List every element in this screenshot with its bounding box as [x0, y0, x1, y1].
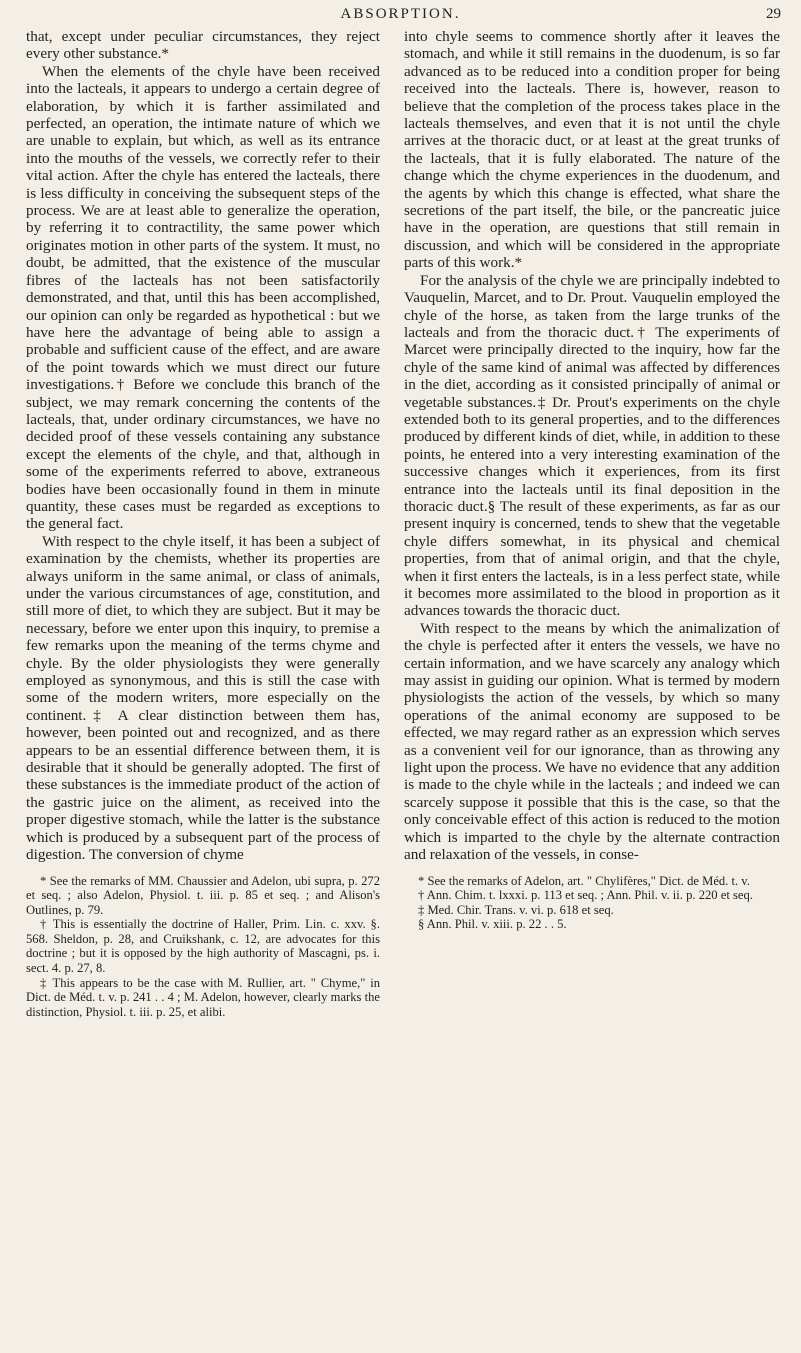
right-column [404, 28, 780, 932]
footnote: § Ann. Phil. v. xiii. p. 22 . . 5. [418, 917, 567, 932]
footnote: † Ann. Chim. t. lxxxi. p. 113 et seq. ; Ann. Phil. v. ii. p. 220 et seq. [418, 888, 753, 903]
footnotes [404, 874, 780, 932]
running-title: ABSORPTION. [340, 6, 461, 22]
left-column [26, 28, 380, 1019]
paragraph: When the elements of the chyle have been received into the lacteals, it appears to undergo a certain degree of elaboration, by which it is farther assimilated and perfected, an operation, the intimate nature of which we are unable to explain, but which, as well as its entrance into the mouths of the vessels, we correctly refer to their vital action. After the chyle has entered the lacteals, there is less difficulty in conceiving the subsequent steps of the process. We are at least able to generalize the operation, by referring it to contractility, the same power which originates motion in other parts of the system. It must, no doubt, be admitted, that the existence of the muscular fibres of the lacteals has not been satisfactorily demonstrated, and that, until this has been accomplished, our opinion can only be regarded as hypothetical : but we have here the advantage of being able to assign a probable and sufficient cause of the effect, and are aware of the point towards which we must direct our future investigations.† Before we conclude this branch of the subject, we may remark concerning the contents of the lacteals, that, under ordinary circumstances, we have no decided proof of these vessels containing any substance except the elements of the chyle, and that, although in some of the experiments referred to above, extraneous bodies have been occasionally found in them in minute quantity, these cases must be regarded as exceptions to the general fact. [26, 62, 380, 533]
footnote: ‡ This appears to be the case with M. Rullier, art. " Chyme," in Dict. de Méd. t. v. p. 241 . . 4 ; M. Adelon, however, clearly marks the distinction, Physiol. t. iii. p. 25, et alibi. [26, 975, 380, 1019]
footnotes [26, 874, 380, 1020]
paragraph: With respect to the chyle itself, it has been a subject of examination by the chemists, whether its properties are always uniform in the same animal, or class of animals, under the various circumstances of age, constitution, and still more of diet, to which they are subject. But it may be necessary, before we enter upon this inquiry, to premise a few remarks upon the meaning of the terms chyme and chyle. By the older physiologists they were generally employed as synonymous, and this is still the case with some of the modern writers, more especially on the continent.‡ A clear distinction between them has, however, been pointed out and recognized, and as there appears to be an essential difference between them, it is desirable that it should be generally adopted. The first of these substances is the immediate product of the action of the gastric juice on the aliment, as received into the proper digestive stomach, while the latter is the substance which is produced by a subsequent part of the process of digestion. The conversion of chyme [26, 532, 380, 864]
footnote: ‡ Med. Chir. Trans. v. vi. p. 618 et seq. [418, 902, 614, 917]
paragraph: that, except under peculiar circumstances, they reject every other substance.* [26, 28, 380, 63]
page-number: 29 [766, 6, 781, 22]
paragraph: into chyle seems to commence shortly after it leaves the stomach, and while it still remains in the duodenum, is so far advanced as to be reduced into a condition proper for being received into the lacteals. There is, however, reason to believe that the completion of the process takes place in the lacteals themselves, and even that it is not until the chyle arrives at the thoracic duct, or at least at the great trunks of the lacteals, that it is fully elaborated. The nature of the change which the chyme experiences in the duodenum, and the agents by which this change is effected, what share the secretions of the part itself, the bile, or the pancreatic juice have in the operation, are questions that still remain in discussion, and which will be considered in the appropriate parts of this work.* [404, 28, 780, 272]
footnote: * See the remarks of MM. Chaussier and Adelon, ubi supra, p. 272 et seq. ; also Adelon, Physiol. t. iii. p. 85 et seq. ; and Alison's Outlines, p. 79. [26, 873, 380, 917]
paragraph: For the analysis of the chyle we are principally indebted to Vauquelin, Marcet, and to Dr. Prout. Vauquelin employed the chyle of the horse, as taken from the large trunks of the lacteals and from the thoracic duct.† The experiments of Marcet were principally directed to the inquiry, how far the chyle of the same kind of animal was affected by differences in the diet, according as it consisted principally of animal or vegetable substances.‡ Dr. Prout's experiments on the chyle extended both to its general properties, and to the differences produced by different kinds of diet, while, in addition to these points, he entered into a very interesting examination of the successive changes which it experiences, from its first entrance into the lacteals until its final deposition in the thoracic duct.§ The result of these experiments, as far as our present inquiry is concerned, tends to shew that the vegetable chyle differs somewhat, in its physical and chemical properties, from that of animal origin, and that the chyle, when it first enters the lacteals, is in a less perfect state, while it becomes more assimilated to the blood in proportion as it advances towards the thoracic duct. [404, 271, 780, 620]
footnote: * See the remarks of Adelon, art. " Chylifères," Dict. de Méd. t. v. [418, 873, 750, 888]
paragraph: With respect to the means by which the animalization of the chyle is perfected after it enters the vessels, we have no certain information, and we have scarcely any analogy which may assist in guiding our opinion. What is termed by modern physiologists the action of the vessels, by which so many operations of the animal economy are supposed to be effected, we may regard rather as an expression which serves as a convenient veil for our ignorance, than as throwing any light upon the process. We have no evidence that any addition is made to the chyle while in the lacteals ; and indeed we can scarcely suppose it possible that this is the case, so that the only conceivable effect of this action is reduced to the motion which is imparted to the chyle by the alternate contraction and relaxation of the vessels, in conse- [404, 619, 780, 864]
footnote: † This is essentially the doctrine of Haller, Prim. Lin. c. xxv. §. 568. Sheldon, p. 28, and Cruikshank, c. 12, are advocates for this doctrine ; but it is opposed by the high authority of Mascagni, ps. i. sect. 4. p. 27, 8. [26, 917, 380, 976]
running-head [0, 6, 801, 23]
